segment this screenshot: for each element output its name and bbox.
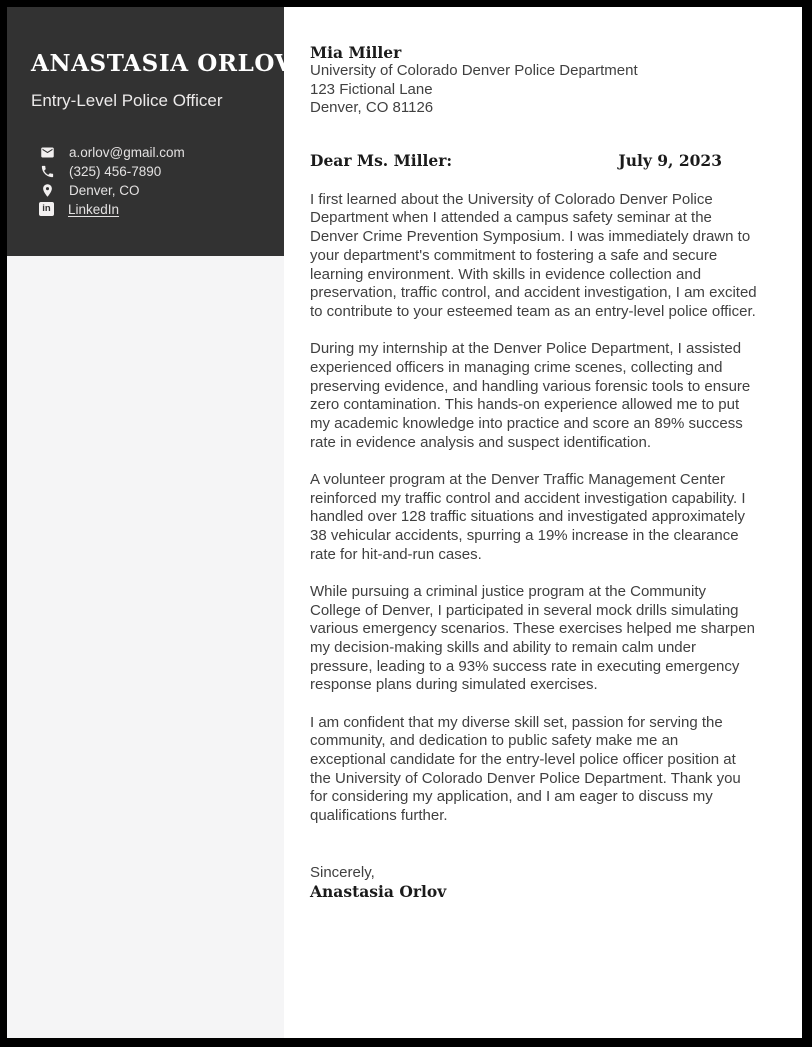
recipient-street: 123 Fictional Lane xyxy=(310,80,433,98)
job-title: Entry-Level Police Officer xyxy=(31,90,223,110)
contact-list xyxy=(31,143,266,219)
contact-row-phone xyxy=(39,162,266,181)
letter-column xyxy=(310,43,757,901)
salutation: Dear Ms. Miller: xyxy=(310,150,453,170)
letter-date: July 9, 2023 xyxy=(618,150,722,170)
location-icon xyxy=(39,182,55,198)
sidebar-header xyxy=(7,7,294,256)
letter-paragraphs xyxy=(310,191,757,826)
paragraph-5: I am confident that my diverse skill set, passion for serving the community, and dedication to public safety make me an exceptional candidate for the entry-level police officer position at the University of Colorado Denver Police Department. Thank you for considering my application, and I am eager to discuss my qualifications further. xyxy=(310,713,741,825)
letter-main xyxy=(284,7,802,1038)
paragraph-2: During my internship at the Denver Police Department, I assisted experienced officers in managing crime scenes, collecting and preserving evidence, and handling various forensic tools to ensure zero contamination. This hands-on experience allowed me to put my academic knowledge into practice and score an 89% success rate in evidence analysis and suspect identification. xyxy=(310,340,751,451)
recipient-city: Denver, CO 81126 xyxy=(310,99,434,117)
contact-row-email xyxy=(39,143,266,162)
email-icon xyxy=(39,144,55,160)
linkedin-icon: in xyxy=(39,202,54,216)
paragraph-4: While pursuing a criminal justice program at the Community College of Denver, I participated in several mock drills simulating various emergency scenarios. These exercises helped me sharpen my decision-making skills and ability to remain calm under pressure, leading to a 93% success rate in executing emergency response plans during simulated exercises. xyxy=(310,582,755,694)
contact-row-linkedin xyxy=(39,200,266,219)
signature-name: Anastasia Orlov xyxy=(310,881,447,901)
paragraph-1: I first learned about the University of Colorado Denver Police Department when I attended a campus safety seminar at the Denver Crime Prevention Symposium. I was immediately drawn to your department's commitment to fostering a safe and secure learning environment. With skills in evidence collection and preservation, traffic control, and accident investigation, I am excited to contribute to your esteemed team as an entry-level police officer. xyxy=(310,190,757,320)
contact-phone-text: (325) 456-7890 xyxy=(69,163,162,179)
recipient-block xyxy=(310,43,757,118)
closing-word: Sincerely, xyxy=(310,863,375,881)
recipient-organization: University of Colorado Denver Police Department xyxy=(310,62,638,79)
candidate-name: ANASTASIA ORLOV xyxy=(31,50,294,77)
paragraph-3: A volunteer program at the Denver Traffic Management Center reinforced my traffic control and accident investigation capability. I handled over 128 traffic situations and investigated approximately 38 vehicular accidents, spurring a 19% increase in the clearance rate for hit-and-run cases. xyxy=(310,470,746,563)
contact-email-text: a.orlov@gmail.com xyxy=(69,144,185,160)
recipient-name: Mia Miller xyxy=(310,43,402,62)
contact-row-location xyxy=(39,181,266,200)
closing-block xyxy=(310,863,757,901)
page-frame xyxy=(7,7,802,1038)
contact-location-text: Denver, CO xyxy=(69,182,140,198)
phone-icon xyxy=(39,163,55,179)
sidebar xyxy=(7,7,294,1038)
salutation-row xyxy=(310,151,757,170)
linkedin-link[interactable]: LinkedIn xyxy=(68,201,120,217)
